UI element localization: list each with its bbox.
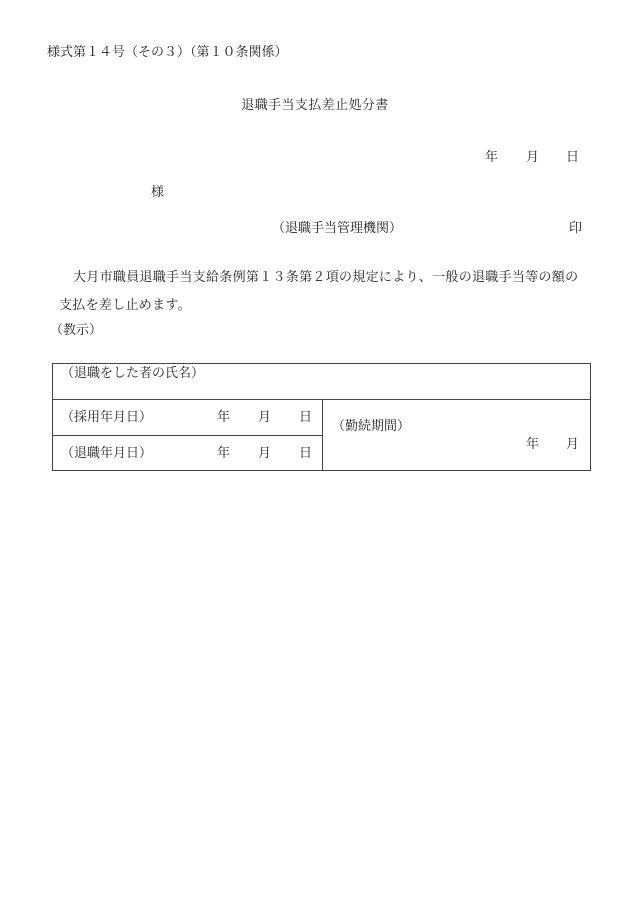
service-period-year: 年 bbox=[526, 436, 540, 451]
retire-date-year: 年 bbox=[217, 445, 231, 460]
document-title: 退職手当支払差止処分書 bbox=[241, 97, 389, 112]
form-number: 様式第１４号（その３）（第１０条関係） bbox=[47, 44, 288, 59]
hire-date-month: 月 bbox=[258, 409, 272, 424]
issuer-label: （退職手当管理機関） bbox=[272, 220, 403, 235]
table-column-divider bbox=[322, 399, 323, 470]
addressee-suffix: 様 bbox=[151, 184, 165, 199]
hire-date-year: 年 bbox=[217, 409, 231, 424]
service-period-month: 月 bbox=[566, 436, 580, 451]
retire-date-month: 月 bbox=[258, 445, 272, 460]
date-year-label: 年 bbox=[485, 149, 499, 164]
retire-date-label: （退職年月日） bbox=[61, 445, 153, 460]
seal-mark: 印 bbox=[569, 220, 583, 235]
retiree-name-label: （退職をした者の氏名） bbox=[61, 365, 205, 380]
hire-date-day: 日 bbox=[299, 409, 313, 424]
retire-date-day: 日 bbox=[299, 445, 313, 460]
body-line-1: 大月市職員退職手当支給条例第１３条第２項の規定により、一般の退職手当等の額の bbox=[73, 269, 579, 284]
date-day-label: 日 bbox=[566, 149, 580, 164]
notice-label: （教示） bbox=[50, 322, 103, 337]
body-line-2: 支払を差し止めます。 bbox=[59, 297, 191, 312]
service-period-label: （勤続期間） bbox=[332, 418, 411, 433]
hire-date-label: （採用年月日） bbox=[61, 409, 153, 424]
table-row-divider bbox=[53, 435, 322, 436]
date-month-label: 月 bbox=[526, 149, 540, 164]
